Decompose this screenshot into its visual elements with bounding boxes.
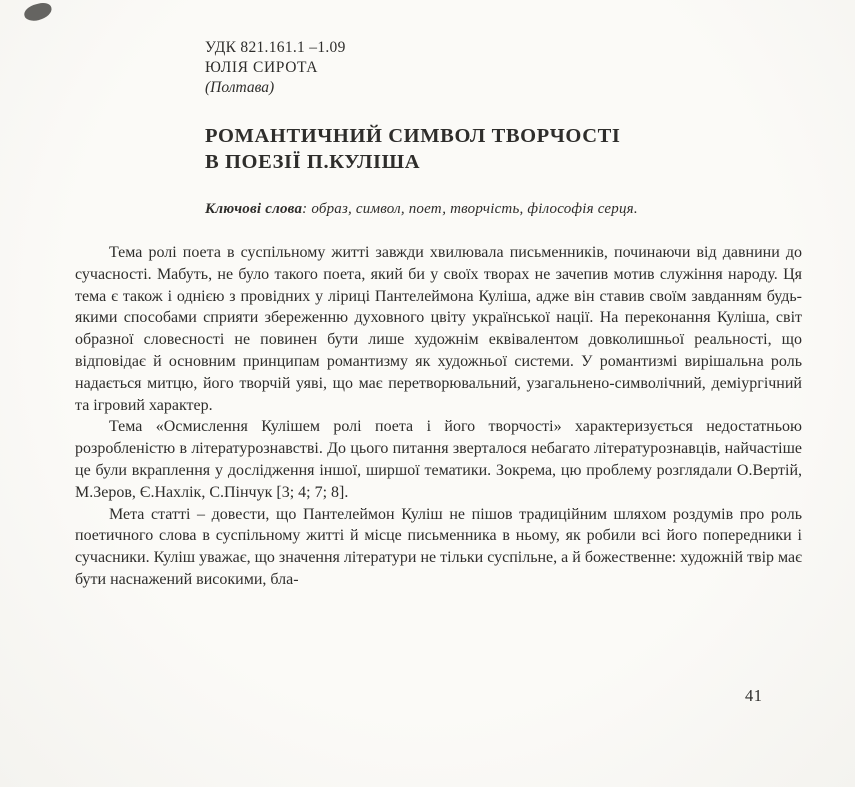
author-name: ЮЛІЯ СИРОТА	[205, 59, 319, 76]
article-title-line1: РОМАНТИЧНИЙ СИМВОЛ ТВОРЧОСТІ	[205, 125, 621, 147]
page-content	[75, 38, 802, 591]
page-number: 41	[745, 686, 763, 705]
keywords-text: : образ, символ, поет, творчість, філософія серця.	[302, 201, 638, 217]
keywords-label: Ключові слова	[205, 201, 303, 217]
article-header	[205, 38, 802, 98]
article-body	[75, 242, 802, 591]
author-location: (Полтава)	[205, 79, 275, 96]
keywords-line	[205, 201, 802, 218]
article-title-line2: В ПОЕЗІЇ П.КУЛІША	[205, 151, 421, 173]
paragraph-1: Тема ролі поета в суспільному житті завжди хвилювала письменників, починаючи від давнини до сучасності. Мабуть, не було такого поета, який би у своїх творах не зачепив мотив служіння народу. Ця тема є також і однією з провідних у ліриці Пантелеймона Куліша, адже він ставив своїм завданням будь-якими способами сприяти збереженню духовного цвіту української нації. На переконання Куліша, світ образної словесності не повинен бути лише художнім еквівалентом довколишньої реальності, що відповідає й основним принципам романтизму як художньої системи. У романтизмі вирішальна роль надається митцю, його творчій уяві, що має перетворювальний, узагальнено-символічний, деміургічний та ігровий характер.	[75, 244, 802, 414]
scan-artifact-smudge	[22, 1, 53, 23]
article-title	[205, 123, 802, 175]
udc-number: УДК 821.161.1 –1.09	[205, 39, 346, 56]
paragraph-2: Тема «Осмислення Кулішем ролі поета і його творчості» характеризується недостатньою розробленістю в літературознавстві. До цього питання зверталося небагато літературознавців, найчастіше це були вкраплення у дослідження іншої, ширшої тематики. Зокрема, цю проблему розглядали О.Вертій, М.Зеров, Є.Нахлік, С.Пінчук [3; 4; 7; 8].	[75, 418, 802, 501]
paragraph-3: Мета статті – довести, що Пантелеймон Куліш не пішов традиційним шляхом роздумів про роль поетичного слова в суспільному житті й місце письменника в ньому, як робили всі його попередники і сучасники. Куліш уважає, що значення літератури не тільки суспільне, а й божественне: художній твір має бути наснажений високими, бла-	[75, 505, 802, 588]
